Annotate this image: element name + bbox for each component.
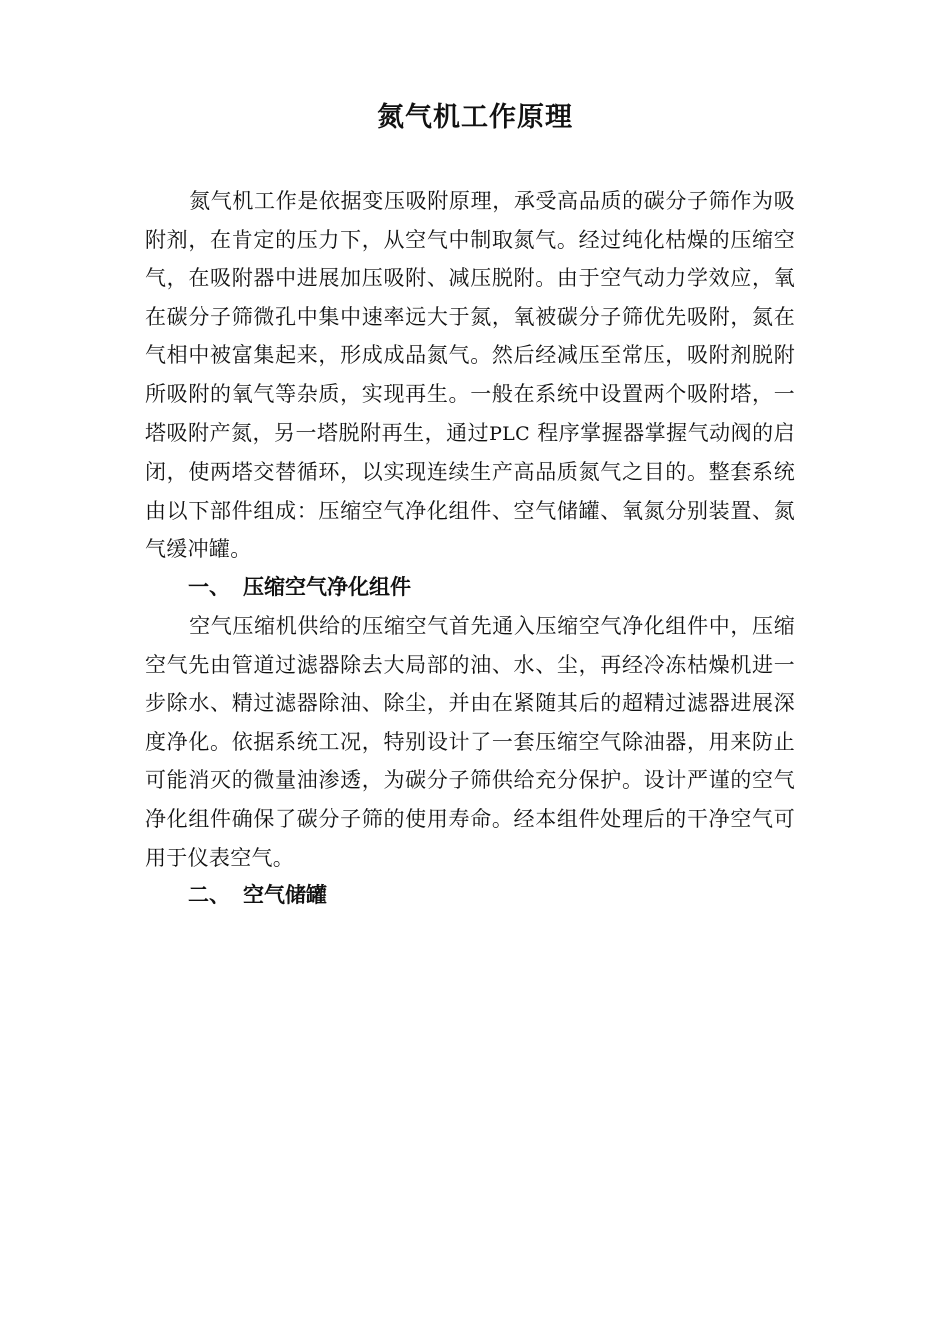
document-title: 氮气机工作原理 bbox=[377, 102, 573, 133]
section-1-number: 一、 bbox=[188, 575, 230, 599]
section-2-title: 空气储罐 bbox=[243, 883, 327, 907]
intro-paragraph bbox=[145, 182, 795, 569]
intro-text-part2: 程序掌握器掌握气动阀的启闭，使两塔交替循环，以实现连续生产高品质氮气之目的。整套系统由以下部件组成：压缩空气净化组件、空气储罐、氧氮分别装置、氮气缓冲罐。 bbox=[145, 420, 795, 562]
section-1-paragraph: 空气压缩机供给的压缩空气首先通入压缩空气净化组件中，压缩空气先由管道过滤器除去大局部的油、水、尘，再经冷冻枯燥机进一步除水、精过滤器除油、除尘，并由在紧随其后的超精过滤器进展深度净化。依据系统工况，特别设计了一套压缩空气除油器，用来防止可能消灭的微量油渗透，为碳分子筛供给充分保护。设计严谨的空气净化组件确保了碳分子筛的使用寿命。经本组件处理后的干净空气可用于仪表空气。 bbox=[145, 614, 795, 870]
section-1-title: 压缩空气净化组件 bbox=[243, 575, 411, 599]
intro-text-part1: 氮气机工作是依据变压吸附原理，承受高品质的碳分子筛作为吸附剂，在肯定的压力下，从空气中制取氮气。经过纯化枯燥的压缩空气，在吸附器中进展加压吸附、减压脱附。由于空气动力学效应，氧在碳分子筛微孔中集中速率远大于氮，氧被碳分子筛优先吸附，氮在气相中被富集起来，形成成品氮气。然后经减压至常压，吸附剂脱附所吸附的氧气等杂质，实现再生。一般在系统中设置两个吸附塔，一塔吸附产氮，另一塔脱附再生，通过 bbox=[145, 189, 795, 445]
section-2-heading bbox=[188, 876, 327, 914]
intro-text-plc: PLC bbox=[489, 422, 530, 445]
section-2-number: 二、 bbox=[188, 883, 230, 907]
section-1-heading bbox=[188, 568, 411, 606]
